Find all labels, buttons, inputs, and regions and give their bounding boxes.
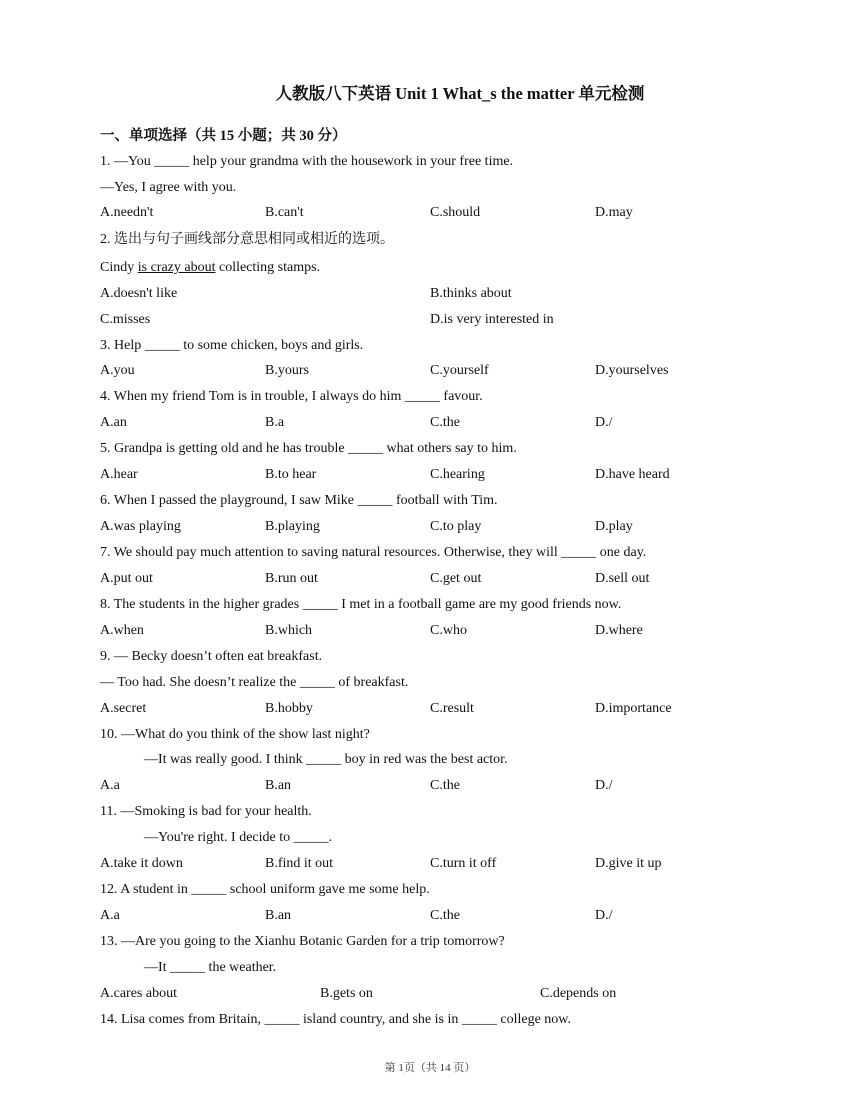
option-a[interactable]: A.needn't [100, 205, 154, 220]
option-a[interactable]: A.you [100, 363, 135, 378]
question-10-stem: 10. —What do you think of the show last night? [100, 727, 370, 742]
option-b[interactable]: B.to hear [265, 467, 317, 482]
option-b[interactable]: B.playing [265, 519, 320, 534]
option-d[interactable]: D.play [595, 519, 633, 534]
option-c[interactable]: C.the [430, 778, 460, 793]
option-d[interactable]: D./ [595, 415, 613, 430]
question-3-options [100, 362, 820, 380]
option-b[interactable]: B.hobby [265, 701, 313, 716]
question-9-options [100, 700, 820, 718]
option-d[interactable]: D.have heard [595, 467, 670, 482]
question-9-stem: 9. — Becky doesn’t often eat breakfast. [100, 649, 323, 664]
option-a[interactable]: A.was playing [100, 519, 181, 534]
option-d[interactable]: D.is very interested in [430, 312, 554, 327]
option-a[interactable]: A.secret [100, 701, 147, 716]
option-a[interactable]: A.a [100, 908, 120, 923]
option-b[interactable]: B.a [265, 415, 285, 430]
sentence-start: Cindy [100, 260, 138, 275]
option-c[interactable]: C.hearing [430, 467, 485, 482]
option-b[interactable]: B.an [265, 778, 292, 793]
option-a[interactable]: A.hear [100, 467, 138, 482]
option-b[interactable]: B.which [265, 623, 313, 638]
question-11-stem: 11. —Smoking is bad for your health. [100, 804, 312, 819]
option-c[interactable]: C.should [430, 205, 481, 220]
question-2-options-row1 [100, 285, 820, 303]
option-a[interactable]: A.when [100, 623, 144, 638]
option-c[interactable]: C.the [430, 908, 460, 923]
option-d[interactable]: D./ [595, 908, 613, 923]
option-d[interactable]: D.where [595, 623, 643, 638]
option-b[interactable]: B.an [265, 908, 292, 923]
question-4-options [100, 414, 820, 432]
question-13-line2: —It _____ the weather. [144, 960, 277, 975]
question-3-stem: 3. Help _____ to some chicken, boys and girls. [100, 338, 364, 353]
question-2-stem: 2. 选出与句子画线部分意思相同或相近的选项。 [100, 232, 394, 247]
underlined-phrase: is crazy about [137, 260, 216, 275]
question-13-stem: 13. —Are you going to the Xianhu Botanic Garden for a trip tomorrow? [100, 934, 505, 949]
option-d[interactable]: D.importance [595, 701, 672, 716]
option-a[interactable]: A.take it down [100, 856, 183, 871]
question-10-options [100, 777, 820, 795]
question-2-sentence [100, 259, 320, 277]
option-c[interactable]: C.to play [430, 519, 482, 534]
question-14-stem: 14. Lisa comes from Britain, _____ island country, and she is in _____ college now. [100, 1012, 571, 1027]
question-2-options-row2 [100, 311, 820, 329]
question-12-stem: 12. A student in _____ school uniform gave me some help. [100, 882, 430, 897]
option-c[interactable]: C.misses [100, 312, 151, 327]
question-5-options [100, 466, 820, 484]
question-8-options [100, 622, 820, 640]
option-b[interactable]: B.run out [265, 571, 318, 586]
question-11-options [100, 855, 820, 873]
option-c[interactable]: C.result [430, 701, 474, 716]
option-d[interactable]: D./ [595, 778, 613, 793]
option-a[interactable]: A.cares about [100, 986, 177, 1001]
option-a[interactable]: A.put out [100, 571, 153, 586]
option-c[interactable]: C.get out [430, 571, 482, 586]
option-d[interactable]: D.give it up [595, 856, 662, 871]
option-c[interactable]: C.turn it off [430, 856, 497, 871]
option-c[interactable]: C.the [430, 415, 460, 430]
question-12-options [100, 907, 820, 925]
option-a[interactable]: A.doesn't like [100, 286, 178, 301]
option-b[interactable]: B.gets on [320, 986, 373, 1001]
question-1-options [100, 204, 820, 222]
option-d[interactable]: D.sell out [595, 571, 650, 586]
question-6-options [100, 518, 820, 536]
question-8-stem: 8. The students in the higher grades _____ I met in a football game are my good friends now. [100, 597, 622, 612]
section-heading: 一、单项选择（共 15 小题；共 30 分） [100, 128, 347, 144]
question-7-options [100, 570, 820, 588]
option-c[interactable]: C.yourself [430, 363, 489, 378]
page-footer: 第 1页（共 14 页） [384, 1062, 476, 1074]
question-5-stem: 5. Grandpa is getting old and he has trouble _____ what others say to him. [100, 441, 517, 456]
question-11-line2: —You're right. I decide to _____. [144, 830, 333, 845]
page-title: 人教版八下英语 Unit 1 What_s the matter 单元检测 [275, 84, 645, 103]
question-1-line2: —Yes, I agree with you. [100, 180, 237, 195]
option-b[interactable]: B.thinks about [430, 286, 512, 301]
option-a[interactable]: A.an [100, 415, 127, 430]
sentence-end: collecting stamps. [215, 260, 321, 275]
option-c[interactable]: C.depends on [540, 986, 617, 1001]
option-b[interactable]: B.yours [265, 363, 309, 378]
option-d[interactable]: D.yourselves [595, 363, 669, 378]
question-13-options [100, 985, 820, 1003]
question-10-line2: —It was really good. I think _____ boy in red was the best actor. [144, 752, 508, 767]
option-b[interactable]: B.can't [265, 205, 304, 220]
question-6-stem: 6. When I passed the playground, I saw Mike _____ football with Tim. [100, 493, 498, 508]
question-9-line2: — Too had. She doesn’t realize the _____ of breakfast. [100, 675, 409, 690]
option-c[interactable]: C.who [430, 623, 467, 638]
option-d[interactable]: D.may [595, 205, 633, 220]
question-7-stem: 7. We should pay much attention to saving natural resources. Otherwise, they will _____ one day. [100, 545, 647, 560]
option-a[interactable]: A.a [100, 778, 120, 793]
option-b[interactable]: B.find it out [265, 856, 334, 871]
question-1-stem: 1. —You _____ help your grandma with the housework in your free time. [100, 154, 514, 169]
question-4-stem: 4. When my friend Tom is in trouble, I always do him _____ favour. [100, 389, 483, 404]
